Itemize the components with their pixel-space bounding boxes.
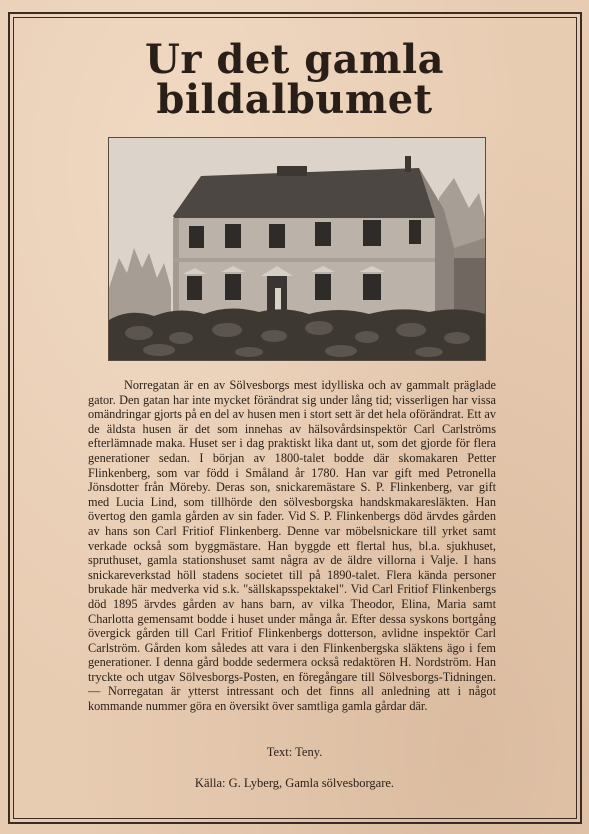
credit-text: Text: Teny.: [266, 745, 323, 759]
photo-facade: [173, 218, 435, 318]
photo-chimney: [277, 166, 307, 176]
photo-floor-line: [173, 258, 435, 262]
photo-corner: [173, 218, 179, 318]
article-body: Norregatan är en av Sölvesborgs mest idylliska och av gammalt präglade gator. Den gatan har inte mycket förändrat sig under lång tid; visserligen har vissa omändringar gjorts på en del av husen men i stort sett är det hela oförändrat. Ett av de äldsta husen är det som innehas av hälsovårdsinspektör Carl Carlströms efterlämnade maka. Huset ser i dag praktiskt lika dant ut, som det gjorde för flera generationer sedan. I början av 1800-talet bodde där skomakaren Petter Flinkenberg, som var född i Småland år 1780. Han var gift med Petronella Jönsdotter från Möreby. Deras son, snickaremästare S. P. Flinkenberg, var gift med Lucia Lind, som tillhörde den sölvesborgska handskmakaresläkten. Han övertog den gamla gården av sin fader. Vid S. P. Flinkenbergs död ärvdes gården av hans son Carl Fritiof Flinkenberg. Denne var möbelsnickare till yrket samt verkade också som byggmästare. Han byggde ett flertal hus, bl.a. sjukhuset, spruthuset, gamla stationshuset samt några av de äldre villorna i Valje. I hans snickareverkstad höll stadens societet till på 1890-talet. Flera kända personer brukade här medverka vid s.k. "sällskapsspektakel". Vid Carl Fritiof Flinkenbergs död 1895 ärvdes gården av hans barn, av vilka Theodor, Elina, Maria samt Charlotta gemensamt bodde i huset under många år. Efter dessa syskons bortgång övergick gården till Carl Fritiof Flinkenbergs dotterson, avlidne inspektör Carl Carlström. Gården kom således att vara i den Flinkenbergska släktens ägo i fem generationer. I denna gård bodde sedermera också redaktören H. Nordström. Han tryckte och utgav Sölvesborgs-Posten, en föregångare till Sölvesborgs-Tidningen. — Norregatan är ytterst intressant och det finns all anledning att i något kommande nummer göra en översikt över samtliga gamla gårdar där.: [88, 378, 496, 714]
photo-roof: [173, 168, 444, 222]
headline: Ur det gamla bildalbumet: [144, 36, 445, 123]
house-photo: [108, 137, 486, 361]
photo-person: [275, 288, 281, 310]
credit-source: Källa: G. Lyberg, Gamla sölvesborgare.: [194, 776, 395, 790]
house-photo-icon: [109, 138, 485, 360]
photo-chimney-2: [405, 156, 411, 172]
